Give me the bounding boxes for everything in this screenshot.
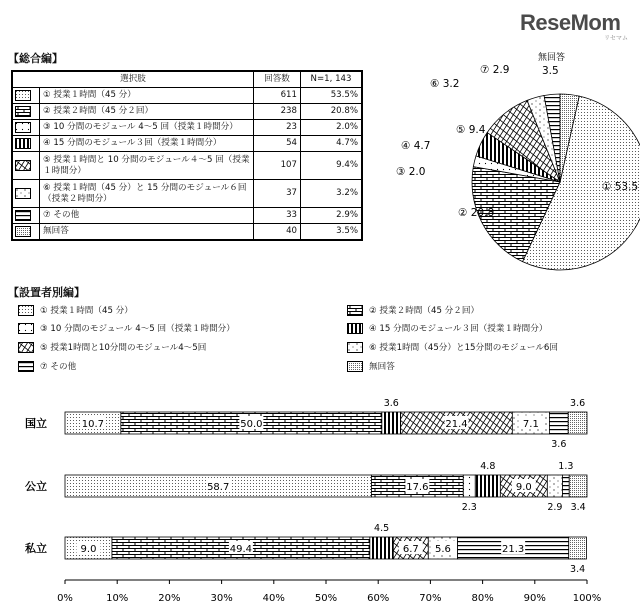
bar-value-label-below: 3.6 — [551, 439, 567, 450]
pie-label: ② 20.8 — [458, 207, 495, 219]
table-choice-cell: ⑥ 授業１時間（45 分）と 15 分間のモジュール６回（授業２時間分） — [40, 180, 254, 208]
bar-value-label: 21.4 — [445, 419, 468, 430]
bar-value-label: 7.1 — [522, 419, 539, 430]
legend-item — [18, 322, 235, 334]
table-pct-cell: 20.8% — [301, 104, 363, 120]
x-tick-label: 10% — [106, 593, 129, 604]
table-count-cell: 23 — [254, 120, 301, 136]
table-choice-cell: 無回答 — [40, 224, 254, 241]
bar-segment — [382, 412, 401, 434]
x-tick-label: 30% — [210, 593, 233, 604]
legend-item — [18, 341, 206, 353]
brand-sublabel: リセマム — [604, 35, 628, 42]
bar-value-label: 9.0 — [80, 544, 97, 555]
pattern-swatch-icon — [15, 106, 31, 117]
table-row — [12, 180, 362, 208]
table-swatch-cell — [12, 152, 40, 180]
bar-value-label: 5.6 — [434, 544, 451, 555]
table-swatch-cell — [12, 180, 40, 208]
category-label: 国立 — [25, 417, 47, 430]
table-count-cell: 54 — [254, 136, 301, 152]
table-swatch-cell — [12, 88, 40, 104]
x-tick-label: 20% — [158, 593, 181, 604]
table-row — [12, 208, 362, 224]
table-choice-cell: ② 授業２時間（45 分２回） — [40, 104, 254, 120]
table-choice-cell: ④ 15 分間のモジュール３回（授業１時間分） — [40, 136, 254, 152]
x-tick-label: 0% — [57, 593, 73, 604]
table-choice-cell: ⑤ 授業１時間と 10 分間のモジュール４～5 回（授業１時間分） — [40, 152, 254, 180]
table-choice-cell: ⑦ その他 — [40, 208, 254, 224]
legend-item — [347, 360, 395, 372]
bar-value-label: 49.4 — [229, 544, 253, 555]
pattern-swatch-icon — [15, 122, 31, 133]
pattern-swatch-icon — [15, 138, 31, 149]
bar-segment — [547, 475, 562, 497]
legend-label: 無回答 — [369, 362, 395, 372]
legend-label: ② 授業２時間（45 分２回） — [369, 306, 480, 316]
table-row — [12, 152, 362, 180]
x-tick-label: 80% — [471, 593, 494, 604]
bar-value-label: 50.0 — [240, 419, 263, 430]
table-row — [12, 104, 362, 120]
bar-value-label-below: 3.4 — [570, 564, 586, 575]
pie-label: ⑦ 2.9 — [480, 64, 510, 76]
pie-label: 無回答 — [538, 53, 566, 63]
pattern-swatch-icon — [347, 323, 363, 334]
x-tick-label: 70% — [419, 593, 442, 604]
pattern-swatch-icon — [18, 342, 34, 353]
pie-label: ① 53.5 — [602, 181, 639, 193]
legend-label: ④ 15 分間のモジュール３回（授業１時間分） — [369, 324, 548, 334]
pattern-swatch-icon — [18, 305, 34, 316]
bar-value-label: 21.3 — [502, 544, 525, 555]
table-pct-cell: 53.5% — [301, 88, 363, 104]
legend-item — [18, 360, 76, 372]
pattern-swatch-icon — [18, 361, 34, 372]
bar-segment — [569, 537, 587, 559]
legend-label: ⑦ その他 — [40, 362, 77, 372]
pattern-swatch-icon — [18, 323, 34, 334]
bar-value-label-below: 2.9 — [547, 502, 563, 513]
bar-value-label-below: 3.4 — [570, 502, 586, 513]
summary-table — [11, 70, 363, 241]
category-label: 私立 — [25, 542, 47, 555]
table-row — [12, 88, 362, 104]
pattern-swatch-icon — [15, 90, 31, 101]
bar-value-label: 17.6 — [406, 482, 429, 493]
table-header-count: 回答数 — [254, 71, 301, 88]
bar-value-label-above: 4.5 — [374, 523, 390, 534]
table-count-cell: 37 — [254, 180, 301, 208]
bar-value-label-above: 1.3 — [558, 461, 574, 472]
legend-item — [18, 304, 133, 316]
bar-segment — [463, 475, 475, 497]
x-tick-label: 60% — [367, 593, 390, 604]
stacked-bar-chart — [0, 380, 640, 609]
pattern-swatch-icon — [15, 226, 31, 237]
table-count-cell: 33 — [254, 208, 301, 224]
pie-label-value: 3.5 — [542, 65, 559, 77]
table-count-cell: 107 — [254, 152, 301, 180]
pattern-swatch-icon — [15, 188, 31, 199]
table-count-cell: 238 — [254, 104, 301, 120]
x-tick-label: 50% — [314, 593, 338, 604]
legend-item — [347, 341, 558, 353]
bar-value-label: 9.0 — [515, 482, 532, 493]
table-header-row — [12, 71, 362, 88]
bar-segment — [569, 475, 587, 497]
table-pct-cell: 2.9% — [301, 208, 363, 224]
table-pct-cell: 3.2% — [301, 180, 363, 208]
bar-value-label: 10.7 — [81, 419, 105, 430]
legend-label: ① 授業１時間（45 分） — [40, 306, 133, 316]
pattern-swatch-icon — [347, 305, 363, 316]
brand-logo: ReseMom — [520, 10, 621, 35]
table-row — [12, 136, 362, 152]
x-tick-label: 100% — [572, 593, 602, 604]
table-row — [12, 224, 362, 241]
table-swatch-cell — [12, 208, 40, 224]
bar-segment — [370, 537, 393, 559]
table-header-n: N=1, 143 — [301, 71, 363, 88]
table-choice-cell: ③ 10 分間のモジュール 4～5 回（授業１時間分） — [40, 120, 254, 136]
table-swatch-cell — [12, 136, 40, 152]
pie-chart — [370, 48, 640, 278]
pie-label: ③ 2.0 — [396, 166, 426, 178]
pie-label: ⑤ 9.4 — [456, 124, 486, 136]
legend-label: ⑥ 授業1時間（45分）と15分間のモジュール6回 — [369, 343, 558, 353]
pie-label: ④ 4.7 — [401, 140, 431, 152]
pie-label: ⑥ 3.2 — [430, 78, 460, 90]
bar-value-label: 6.7 — [402, 544, 419, 555]
bar-value-label-below: 2.3 — [461, 502, 477, 513]
pattern-swatch-icon — [347, 361, 363, 372]
bar-value-label-above: 4.8 — [480, 461, 496, 472]
table-pct-cell: 4.7% — [301, 136, 363, 152]
pattern-swatch-icon — [15, 210, 31, 221]
table-swatch-cell — [12, 120, 40, 136]
legend-item — [347, 322, 547, 334]
table-pct-cell: 3.5% — [301, 224, 363, 241]
table-choice-cell: ① 授業１時間（45 分） — [40, 88, 254, 104]
table-pct-cell: 2.0% — [301, 120, 363, 136]
bar-value-label-above: 3.6 — [570, 398, 586, 409]
table-header-choice: 選択肢 — [12, 71, 254, 88]
bar-segment — [568, 412, 587, 434]
table-row — [12, 120, 362, 136]
bar-segment — [562, 475, 569, 497]
bar-value-label-above: 3.6 — [383, 398, 399, 409]
legend-label: ③ 10 分間のモジュール 4～5 回（授業１時間分） — [40, 324, 235, 334]
legend-label: ⑤ 授業1時間と10分間のモジュール4～5回 — [40, 343, 207, 353]
table-count-cell: 611 — [254, 88, 301, 104]
pattern-swatch-icon — [15, 160, 31, 171]
bar-segment — [475, 475, 500, 497]
category-label: 公立 — [25, 480, 47, 493]
table-swatch-cell — [12, 224, 40, 241]
breakdown-section-title: 【設置者別編】 — [8, 286, 85, 299]
table-pct-cell: 9.4% — [301, 152, 363, 180]
table-count-cell: 40 — [254, 224, 301, 241]
pattern-swatch-icon — [347, 342, 363, 353]
x-tick-label: 90% — [523, 593, 546, 604]
table-swatch-cell — [12, 104, 40, 120]
x-tick-label: 40% — [262, 593, 285, 604]
bar-value-label: 58.7 — [207, 482, 230, 493]
legend-item — [347, 304, 479, 316]
summary-section-title: 【総合編】 — [8, 52, 63, 65]
bar-segment — [549, 412, 568, 434]
